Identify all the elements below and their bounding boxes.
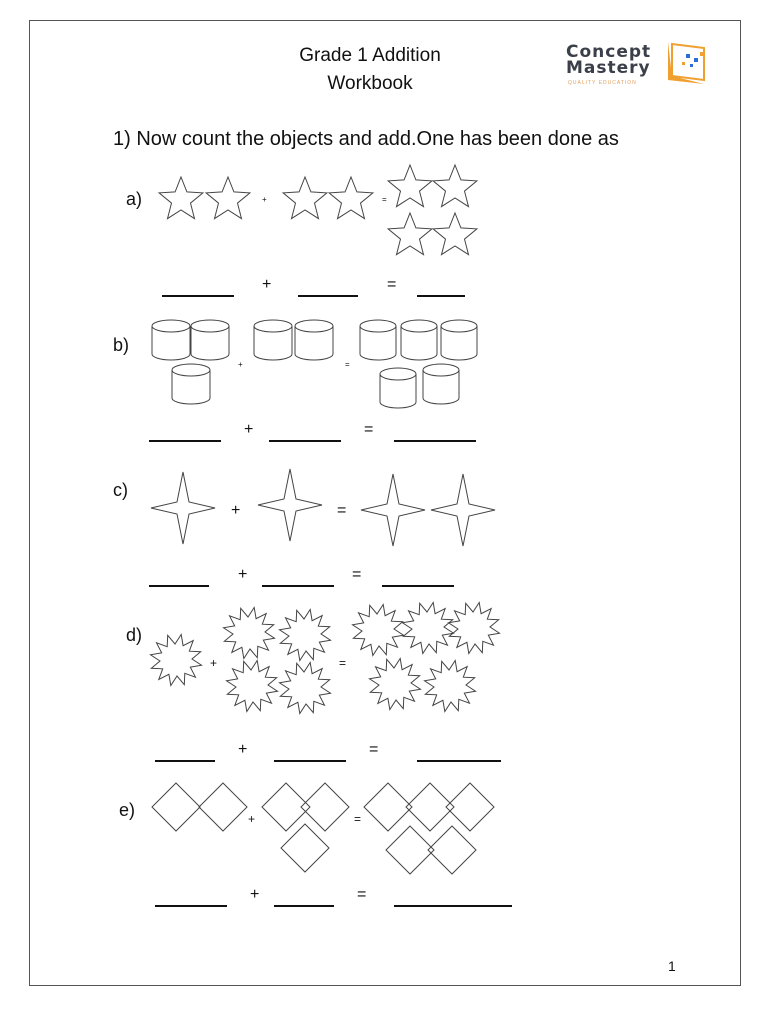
cylinder-icon <box>254 320 292 360</box>
burst-icon <box>449 603 500 654</box>
answer-d-equals: = <box>369 741 379 758</box>
diamond-icon <box>364 783 412 831</box>
answer-e-plus: + <box>250 886 260 903</box>
star-icon <box>388 213 432 255</box>
diamond-icon <box>406 783 454 831</box>
burst-icon <box>370 659 421 710</box>
burst-icon <box>403 603 454 654</box>
question-1: 1) Now count the objects and add.One has been done as <box>113 128 619 150</box>
problem-d-equals: = <box>339 656 347 670</box>
star-icon <box>433 213 477 255</box>
logo-tagline: QUALITY EDUCATION <box>568 80 637 86</box>
answer-a-equals: = <box>387 276 397 293</box>
cylinder-icon <box>441 320 477 360</box>
problem-a-label: a) <box>126 189 143 209</box>
four-point-star-icon <box>151 472 215 544</box>
diamond-icon <box>301 783 349 831</box>
star-icon <box>206 177 250 219</box>
problem-b-plus: + <box>238 360 243 369</box>
answer-c-plus: + <box>238 566 248 583</box>
problem-a-equals: = <box>382 195 387 204</box>
cylinder-icon <box>191 320 229 360</box>
star-icon <box>329 177 373 219</box>
answer-b-equals: = <box>364 421 374 438</box>
problem-e-equals: = <box>354 812 362 826</box>
page-number: 1 <box>668 958 676 974</box>
burst-icon <box>425 661 476 712</box>
diamond-icon <box>281 824 329 872</box>
problem-e-plus: + <box>248 812 256 826</box>
answer-c-equals: = <box>352 566 362 583</box>
logo-word-1: Concept <box>566 42 652 62</box>
title-line-1: Grade 1 Addition <box>299 45 441 66</box>
diamond-icon <box>199 783 247 831</box>
cylinder-icon <box>423 364 459 404</box>
problem-a-plus: + <box>262 195 267 204</box>
burst-icon <box>151 635 202 686</box>
diamond-icon <box>152 783 200 831</box>
star-icon <box>283 177 327 219</box>
four-point-star-icon <box>361 474 425 546</box>
star-icon <box>159 177 203 219</box>
star-icon <box>433 165 477 207</box>
problem-d-plus: + <box>210 656 218 670</box>
star-icon <box>388 165 432 207</box>
four-point-star-icon <box>431 474 495 546</box>
diamond-icon <box>446 783 494 831</box>
problem-c-equals: = <box>337 502 347 519</box>
cylinder-icon <box>295 320 333 360</box>
four-point-star-icon <box>258 469 322 541</box>
diamond-icon <box>262 783 310 831</box>
answer-e-equals: = <box>357 886 367 903</box>
burst-icon <box>227 661 278 712</box>
burst-icon <box>280 663 331 714</box>
logo-word-2: Mastery <box>566 58 651 78</box>
cylinder-icon <box>401 320 437 360</box>
problem-c-plus: + <box>231 502 241 519</box>
cylinder-icon <box>380 368 416 408</box>
problem-b-label: b) <box>113 335 130 355</box>
answer-d-plus: + <box>238 741 248 758</box>
burst-icon <box>280 610 331 661</box>
burst-icon <box>353 605 404 656</box>
title-line-2: Workbook <box>327 73 413 94</box>
diamond-icon <box>428 826 476 874</box>
burst-icon <box>224 608 275 659</box>
answer-b-plus: + <box>244 421 254 438</box>
problem-b-equals: = <box>345 360 350 369</box>
problem-c-label: c) <box>113 480 128 500</box>
diamond-icon <box>386 826 434 874</box>
cylinder-icon <box>172 364 210 404</box>
cylinder-icon <box>360 320 396 360</box>
answer-a-plus: + <box>262 276 272 293</box>
problem-d-label: d) <box>126 625 143 645</box>
problem-e-label: e) <box>119 800 136 820</box>
cylinder-icon <box>152 320 190 360</box>
